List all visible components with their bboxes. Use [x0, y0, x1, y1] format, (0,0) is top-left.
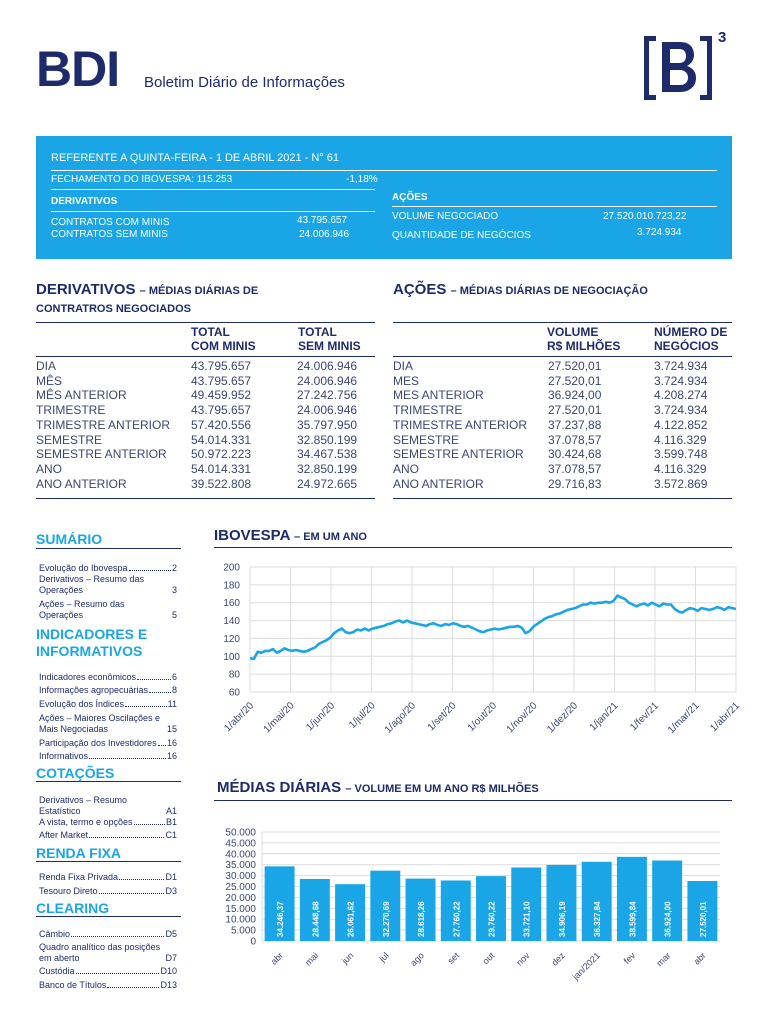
- sidebar-item-page: D3: [165, 886, 177, 896]
- bar-value-label: 28.618,26: [417, 901, 427, 937]
- x-tick-label: abr: [268, 950, 286, 967]
- table-bottom-rule: [393, 498, 732, 499]
- medias-heading: [217, 779, 539, 796]
- row-value-1: 37.237,88: [548, 417, 602, 432]
- dot-leader: [99, 886, 165, 894]
- contratos-sem-label: CONTRATOS SEM MINIS: [51, 229, 168, 240]
- sidebar-item-label: After Market: [39, 830, 89, 840]
- bar-value-label: 27.760,22: [452, 901, 462, 937]
- row-value-1: 37.078,57: [548, 461, 602, 476]
- row-value-1: 30.424,68: [548, 447, 602, 462]
- row-label: SEMESTRE ANTERIOR: [393, 447, 524, 462]
- row-value-1: 49.459.952: [191, 388, 252, 403]
- dot-leader: [125, 699, 167, 707]
- sidebar-item-page: 11: [167, 699, 177, 709]
- bdi-logo: BDI: [36, 41, 120, 97]
- sidebar-item-page: 16: [166, 738, 177, 748]
- x-tick-label: ago: [408, 950, 426, 969]
- sidebar-item-page: 8: [171, 685, 177, 695]
- row-value-2: 27.242.756: [297, 388, 358, 403]
- band-divider-left: [51, 189, 375, 190]
- table-top-rule: [36, 322, 375, 323]
- medias-subtitle: – VOLUME EM UM ANO R$ MILHÕES: [345, 783, 539, 795]
- row-label: DIA: [36, 359, 57, 373]
- table-header-rule: [393, 356, 732, 357]
- row-value-2: 24.006.946: [297, 373, 358, 388]
- qtd-negocios-label: QUANTIDADE DE NEGÓCIOS: [392, 230, 531, 241]
- derivativos-subtitle-a: – MÉDIAS DIÁRIAS DE: [139, 285, 259, 297]
- dot-leader: [137, 672, 171, 680]
- contratos-com-label: CONTRATOS COM MINIS: [51, 217, 170, 228]
- col-header-line: COM MINIS: [191, 339, 256, 353]
- band-divider-right: [392, 206, 717, 207]
- row-value-1: 27.520,01: [548, 359, 602, 373]
- x-tick-label: 1/ago/20: [382, 700, 419, 736]
- y-tick-label: 120: [223, 633, 240, 645]
- y-tick-label: 20.000: [225, 892, 256, 904]
- sidebar-item-label: Ações – Maiores Oscilações e Mais Negociadas: [39, 713, 161, 734]
- x-tick-label: 1/out/20: [465, 700, 500, 734]
- sidebar-section-title: RENDA FIXA: [36, 845, 122, 861]
- row-label: MÊS ANTERIOR: [36, 388, 127, 403]
- derivativos-subtitle-b: CONTRATROS NEGOCIADOS: [36, 303, 192, 315]
- sidebar-item-page: D1: [165, 872, 177, 882]
- row-value-2: 3.724.934: [654, 359, 708, 373]
- sidebar-item-label: Informativos: [39, 751, 89, 761]
- y-tick-label: 10.000: [225, 914, 256, 926]
- y-tick-label: 200: [223, 562, 240, 574]
- sidebar-item-label: Renda Fixa Privada: [39, 872, 119, 882]
- sidebar-item-page: C1: [165, 830, 177, 840]
- x-tick-label: 1/dez/20: [545, 700, 581, 736]
- row-value-2: 3.572.869: [654, 476, 708, 491]
- bar-value-label: 36.924,00: [663, 901, 673, 937]
- sidebar-item-page: 5: [171, 610, 177, 620]
- row-label: TRIMESTRE ANTERIOR: [36, 417, 171, 432]
- sidebar-item-label: Banco de Títulos: [39, 980, 107, 990]
- x-tick-label: 1/mar/21: [665, 700, 702, 737]
- band-acoes-title: AÇÕES: [392, 192, 428, 203]
- col-header-line: SEM MINIS: [298, 339, 361, 353]
- row-label: SEMESTRE ANTERIOR: [36, 447, 167, 462]
- row-value-2: 32.850.199: [297, 432, 358, 447]
- row-label: SEMESTRE: [393, 432, 460, 447]
- sidebar-item-label: A vista, termo e opções: [39, 817, 133, 827]
- row-value-1: 27.520,01: [548, 373, 602, 388]
- row-value-2: 24.006.946: [297, 359, 358, 373]
- sidebar-index-item[interactable]: [39, 574, 177, 596]
- x-tick-label: nov: [514, 950, 532, 968]
- derivativos-heading: [36, 281, 258, 298]
- y-tick-label: 25.000: [225, 882, 256, 893]
- row-value-1: 54.014.331: [191, 461, 252, 476]
- y-tick-label: 50.000: [225, 827, 256, 839]
- col-header-sem-minis: [298, 325, 361, 353]
- y-tick-label: 100: [223, 651, 240, 663]
- col-header-line: NÚMERO DE: [654, 325, 728, 339]
- row-label: ANO: [393, 461, 420, 476]
- bar-value-label: 34.906,19: [557, 901, 567, 937]
- col-header-line: TOTAL: [298, 325, 337, 339]
- summary-band: [36, 136, 732, 259]
- band-divider-left-2: [51, 211, 375, 212]
- table-top-rule: [393, 322, 732, 323]
- sidebar-item-label: Indicadores econômicos: [39, 672, 137, 682]
- table-bottom-rule: [36, 498, 375, 499]
- sidebar-item-page: D7: [165, 953, 177, 963]
- y-tick-label: 60: [228, 687, 240, 699]
- sidebar-item-page: D13: [160, 980, 177, 990]
- row-label: MES ANTERIOR: [393, 388, 484, 403]
- y-tick-label: 0: [250, 936, 256, 948]
- dot-leader: [89, 830, 164, 838]
- x-tick-label: mai: [302, 950, 321, 968]
- row-value-1: 57.420.556: [191, 417, 252, 432]
- sidebar-item-page: 2: [171, 563, 177, 573]
- col-header-negocios: [654, 325, 727, 353]
- ibovespa-title: IBOVESPA: [214, 527, 290, 544]
- medias-heading-rule: [214, 800, 732, 801]
- sidebar-index-item[interactable]: [39, 942, 177, 964]
- x-tick-label: 1/nov/20: [504, 700, 540, 736]
- sidebar-section-title: COTAÇÕES: [36, 765, 115, 781]
- referente-text: REFERENTE A QUINTA-FEIRA - 1 DE ABRIL 2021 - N° 61: [51, 152, 340, 164]
- ibovespa-line-chart: [214, 556, 744, 756]
- derivativos-table: [36, 322, 375, 502]
- sidebar-item-label: Evolução do Ibovespa: [39, 563, 128, 573]
- row-label: TRIMESTRE: [393, 403, 463, 418]
- x-tick-label: dez: [549, 950, 567, 968]
- x-tick-label: jun: [339, 950, 356, 966]
- sidebar-item-label: Derivativos – Resumo Estatístico: [39, 795, 128, 816]
- dot-leader: [134, 817, 165, 825]
- row-label: TRIMESTRE ANTERIOR: [393, 417, 528, 432]
- y-tick-label: 15.000: [225, 903, 256, 915]
- row-value-1: 54.014.331: [191, 432, 252, 447]
- sidebar-item-label: Custódia: [39, 966, 75, 976]
- sidebar-item-page: 15: [166, 724, 177, 734]
- x-tick-label: jan/2021: [570, 950, 603, 982]
- col-header-line: TOTAL: [191, 325, 230, 339]
- bar-value-label: 34.246,37: [276, 901, 286, 937]
- x-tick-label: 1/fev/21: [628, 700, 662, 734]
- x-tick-label: abr: [691, 950, 708, 967]
- sidebar-item-label: Evolução dos Índices: [39, 699, 125, 709]
- row-value-2: 4.116.329: [654, 432, 707, 447]
- sidebar-item-label: Derivativos – Resumo das Operações: [39, 574, 145, 595]
- sidebar-section-rule: [36, 781, 181, 782]
- sidebar-item-label: Câmbio: [39, 929, 71, 939]
- row-label: ANO ANTERIOR: [36, 476, 127, 491]
- sidebar-index-item[interactable]: [39, 980, 177, 991]
- y-tick-label: 45.000: [225, 838, 256, 850]
- row-value-1: 27.520,01: [548, 403, 602, 418]
- col-header-line: NEGÓCIOS: [654, 339, 719, 353]
- row-label: SEMESTRE: [36, 432, 103, 447]
- row-label: DIA: [393, 359, 414, 373]
- y-tick-label: 140: [223, 616, 240, 628]
- derivativos-title: DERIVATIVOS: [36, 281, 136, 298]
- contratos-com-value: 43.795.657: [297, 215, 348, 226]
- row-label: MÊS: [36, 373, 63, 388]
- svg-text:3: 3: [718, 30, 727, 46]
- x-tick-label: jul: [377, 950, 391, 964]
- x-tick-label: 1/jun/20: [304, 700, 338, 734]
- x-tick-label: mar: [654, 950, 673, 969]
- y-tick-label: 35.000: [225, 860, 256, 872]
- bar-value-label: 28.448,68: [311, 901, 321, 937]
- table-header-rule: [36, 356, 375, 357]
- ibovespa-close: FECHAMENTO DO IBOVESPA: 115.253: [51, 174, 233, 185]
- col-header-line: R$ MILHÕES: [547, 339, 621, 353]
- ibovespa-heading-rule: [214, 547, 732, 548]
- sidebar-index-item[interactable]: [39, 685, 177, 696]
- bar-value-label: 38.599,84: [628, 901, 638, 937]
- sidebar-index-item[interactable]: [39, 830, 177, 841]
- row-value-2: 3.724.934: [654, 403, 708, 418]
- y-tick-label: 180: [223, 580, 240, 592]
- row-value-1: 37.078,57: [548, 432, 602, 447]
- sidebar-index-item[interactable]: [39, 886, 177, 897]
- x-tick-label: 1/mai/20: [261, 700, 297, 736]
- sidebar-index-item[interactable]: [39, 872, 177, 883]
- row-value-1: 50.972.223: [191, 447, 252, 462]
- x-tick-label: 1/abr/21: [708, 700, 743, 735]
- row-value-2: 3.599.748: [654, 447, 708, 462]
- row-value-2: 24.006.946: [297, 403, 358, 418]
- sidebar-item-label: Tesouro Direto: [39, 886, 98, 896]
- volume-value: 27.520.010.723,22: [603, 211, 687, 222]
- sidebar-item-page: 6: [171, 672, 177, 682]
- bdi-subtitle: Boletim Diário de Informações: [144, 74, 345, 91]
- x-tick-label: set: [445, 950, 462, 966]
- sidebar-item-page: D10: [160, 966, 177, 976]
- ibovespa-subtitle: – EM UM ANO: [294, 531, 367, 543]
- x-tick-label: 1/abr/20: [222, 700, 257, 735]
- bar-value-label: 36.327,84: [593, 901, 603, 937]
- sidebar-index-item[interactable]: [39, 672, 177, 683]
- row-value-2: 4.208.274: [654, 388, 708, 403]
- bar-value-label: 32.270,69: [381, 901, 391, 937]
- row-value-2: 35.797.950: [297, 417, 358, 432]
- sidebar-section-title: CLEARING: [36, 900, 110, 916]
- sidebar-item-label: Informações agropecuárias: [39, 685, 149, 695]
- x-tick-label: out: [480, 950, 497, 967]
- row-value-2: 4.116.329: [654, 461, 707, 476]
- row-value-1: 43.795.657: [191, 359, 252, 373]
- row-label: TRIMESTRE: [36, 403, 106, 418]
- contratos-sem-value: 24.006.946: [299, 229, 350, 240]
- bar-value-label: 33.721,10: [522, 901, 532, 937]
- sidebar-section-rule: [36, 548, 181, 549]
- sidebar-index-item[interactable]: [39, 751, 177, 762]
- sidebar-item-page: D5: [165, 929, 177, 939]
- sidebar-index-item[interactable]: [39, 795, 177, 817]
- bar-value-label: 27.520,01: [698, 901, 708, 937]
- row-value-1: 39.522.808: [191, 476, 252, 491]
- medias-title: MÉDIAS DIÁRIAS: [217, 779, 342, 796]
- qtd-negocios-value: 3.724.934: [637, 227, 682, 238]
- ibovespa-variation: -1,18%: [346, 174, 378, 185]
- col-header-line: VOLUME: [547, 325, 599, 339]
- sidebar-index-item[interactable]: [39, 713, 177, 735]
- b3-logo: [636, 30, 746, 106]
- row-label: MES: [393, 373, 420, 388]
- row-value-2: 32.850.199: [297, 461, 358, 476]
- row-value-2: 24.972.665: [297, 476, 358, 491]
- row-value-1: 43.795.657: [191, 403, 252, 418]
- row-value-1: 36.924,00: [548, 388, 602, 403]
- bar-value-label: 29.760,22: [487, 901, 497, 937]
- row-value-1: 29.716,83: [548, 476, 602, 491]
- dot-leader: [129, 563, 171, 571]
- y-tick-label: 160: [223, 598, 240, 610]
- acoes-table: [393, 322, 732, 502]
- row-value-2: 34.467.538: [297, 447, 358, 462]
- sidebar-index-item[interactable]: [39, 563, 177, 574]
- sidebar-section-title: SUMÁRIO: [36, 531, 103, 547]
- band-divider: [51, 170, 717, 171]
- dot-leader: [89, 751, 166, 759]
- row-value-1: 43.795.657: [191, 373, 252, 388]
- sidebar-item-label: Quadro analítico das posições em aberto: [39, 942, 161, 963]
- volume-label: VOLUME NEGOCIADO: [392, 211, 499, 222]
- y-tick-label: 40.000: [225, 849, 256, 861]
- y-tick-label: 80: [228, 669, 240, 681]
- row-value-2: 4.122.852: [654, 417, 708, 432]
- x-tick-label: 1/jul/20: [347, 700, 378, 731]
- acoes-heading: [393, 281, 648, 298]
- y-tick-label: 30.000: [225, 871, 256, 883]
- y-tick-label: 5.000: [230, 925, 256, 937]
- acoes-title: AÇÕES: [393, 281, 447, 298]
- bar-value-label: 26.061,62: [346, 901, 356, 937]
- row-value-2: 3.724.934: [654, 373, 708, 388]
- sidebar-item-label: Ações – Resumo das Operações: [39, 599, 125, 620]
- sidebar-index-item[interactable]: [39, 929, 177, 940]
- sidebar-index-item[interactable]: [39, 599, 177, 621]
- sidebar-index-item[interactable]: [39, 966, 177, 977]
- sidebar-item-page: 16: [166, 751, 177, 761]
- dot-leader: [149, 685, 171, 693]
- sidebar-section-title: INDICADORES E INFORMATIVOS: [36, 626, 148, 659]
- acoes-subtitle: – MÉDIAS DIÁRIAS DE NEGOCIAÇÃO: [450, 285, 648, 297]
- sidebar-section-rule: [36, 861, 181, 862]
- x-tick-label: fev: [621, 950, 638, 966]
- dot-leader: [71, 929, 164, 937]
- sidebar-section-rule: [36, 916, 181, 917]
- sidebar-item-page: B1: [165, 817, 177, 827]
- dot-leader: [119, 872, 164, 880]
- col-header-volume: [547, 325, 620, 353]
- sidebar-index-item[interactable]: [39, 699, 177, 710]
- band-derivativos-title: DERIVATIVOS: [51, 196, 118, 207]
- col-header-com-minis: [191, 325, 256, 353]
- x-tick-label: 1/set/20: [425, 700, 459, 734]
- dot-leader: [158, 738, 166, 746]
- sidebar-item-page: 3: [171, 585, 177, 595]
- sidebar-index-item[interactable]: [39, 817, 177, 828]
- row-label: ANO ANTERIOR: [393, 476, 484, 491]
- volume-bar-chart: [214, 822, 732, 982]
- sidebar-item-label: Participação dos Investidores: [39, 738, 157, 748]
- ibovespa-heading: [214, 527, 367, 544]
- dot-leader: [76, 966, 160, 974]
- sidebar-item-page: A1: [165, 806, 177, 816]
- dot-leader: [107, 980, 159, 988]
- row-label: ANO: [36, 461, 63, 476]
- x-tick-label: 1/jan/21: [587, 700, 621, 734]
- sidebar-index-item[interactable]: [39, 738, 177, 749]
